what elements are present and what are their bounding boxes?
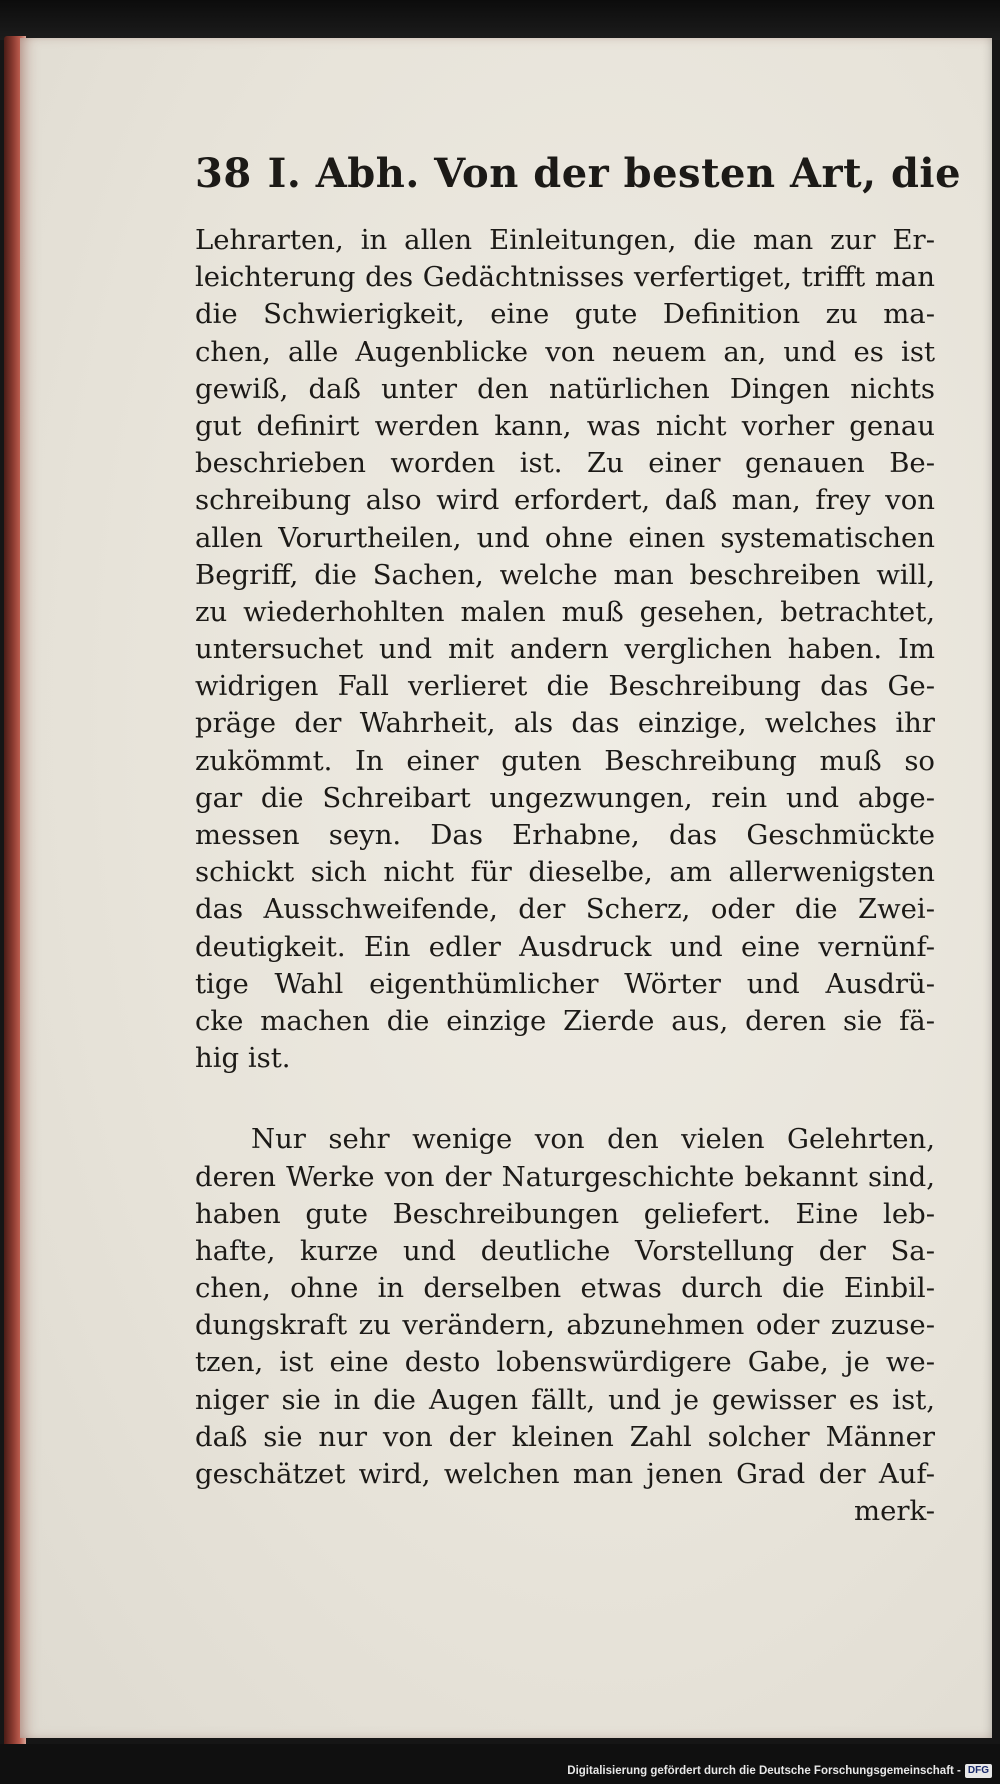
text-line: widrigen Fall verlieret die Beschreibung das Ge- xyxy=(195,670,935,703)
text-line: die Schwierigkeit, eine gute Definition zu ma- xyxy=(195,298,935,331)
text-line: leichterung des Gedächtnisses verfertiget, trifft man xyxy=(195,261,935,294)
credit-text: Digitalisierung gefördert durch die Deutsche Forschungsgemeinschaft - xyxy=(567,1765,961,1777)
text-line: beschrieben worden ist. Zu einer genauen Be- xyxy=(195,447,935,480)
text-line: zu wiederhohlten malen muß gesehen, betrachtet, xyxy=(195,595,935,628)
text-line: gewiß, daß unter den natürlichen Dingen nichts xyxy=(195,372,935,405)
text-line: hafte, kurze und deutliche Vorstellung der Sa- xyxy=(195,1234,935,1267)
text-line: chen, ohne in derselben etwas durch die Einbil- xyxy=(195,1272,935,1305)
text-line: schickt sich nicht für dieselbe, am allerwenigsten xyxy=(195,856,935,889)
paragraph-gap xyxy=(195,1077,955,1121)
text-line: untersuchet und mit andern verglichen haben. Im xyxy=(195,633,935,666)
text-line: hig ist. xyxy=(195,1042,291,1075)
text-line: präge der Wahrheit, als das einzige, welches ihr xyxy=(195,707,935,740)
top-shadow xyxy=(0,0,1000,40)
text-line: allen Vorurtheilen, und ohne einen systematischen xyxy=(195,521,935,554)
text-line: geschätzet wird, welchen man jenen Grad der Auf- xyxy=(195,1458,935,1490)
text-line: deren Werke von der Naturgeschichte bekannt sind, xyxy=(195,1160,935,1193)
running-head-title: I. Abh. Von der besten Art, die xyxy=(267,150,962,197)
text-line: haben gute Beschreibungen geliefert. Eine leb- xyxy=(195,1197,935,1230)
paragraph-1 xyxy=(195,222,935,1077)
text-line: das Ausschweifende, der Scherz, oder die Zwei- xyxy=(195,893,935,926)
text-line: gar die Schreibart ungezwungen, rein und abge- xyxy=(195,781,935,814)
text-line: Begriff, die Sachen, welche man beschreiben will, xyxy=(195,558,935,591)
text-line: chen, alle Augenblicke von neuem an, und es ist xyxy=(195,335,935,368)
text-line: gut definirt werden kann, was nicht vorher genau xyxy=(195,409,935,442)
text-line: zukömmt. In einer guten Beschreibung muß so xyxy=(195,744,935,777)
page-text-block xyxy=(195,150,962,1530)
catchword: merk- xyxy=(854,1495,935,1528)
text-line: daß sie nur von der kleinen Zahl solcher Männer xyxy=(195,1420,935,1453)
text-line: deutigkeit. Ein edler Ausdruck und eine vernünf- xyxy=(195,930,935,963)
text-line: tzen, ist eine desto lobenswürdigere Gabe, je we- xyxy=(195,1346,935,1379)
text-line: Lehrarten, in allen Einleitungen, die man zur Er- xyxy=(195,224,935,256)
text-line: dungskraft zu verändern, abzunehmen oder zuzuse- xyxy=(195,1309,935,1342)
text-line: messen seyn. Das Erhabne, das Geschmückte xyxy=(195,819,935,851)
text-line: Nur sehr wenige von den vielen Gelehrten, xyxy=(251,1123,935,1156)
text-line: tige Wahl eigenthümlicher Wörter und Ausdrü- xyxy=(195,967,935,1000)
text-line: niger sie in die Augen fällt, und je gewisser es ist, xyxy=(195,1383,935,1416)
text-line: cke machen die einzige Zierde aus, deren sie fä- xyxy=(195,1004,935,1037)
running-head xyxy=(195,150,962,222)
dfg-logo-icon: DFG xyxy=(965,1764,992,1778)
text-line: schreibung also wird erfordert, daß man, frey von xyxy=(195,484,935,517)
page-number: 38 xyxy=(195,150,252,197)
digitization-credit xyxy=(567,1764,992,1778)
paragraph-2 xyxy=(195,1121,935,1530)
